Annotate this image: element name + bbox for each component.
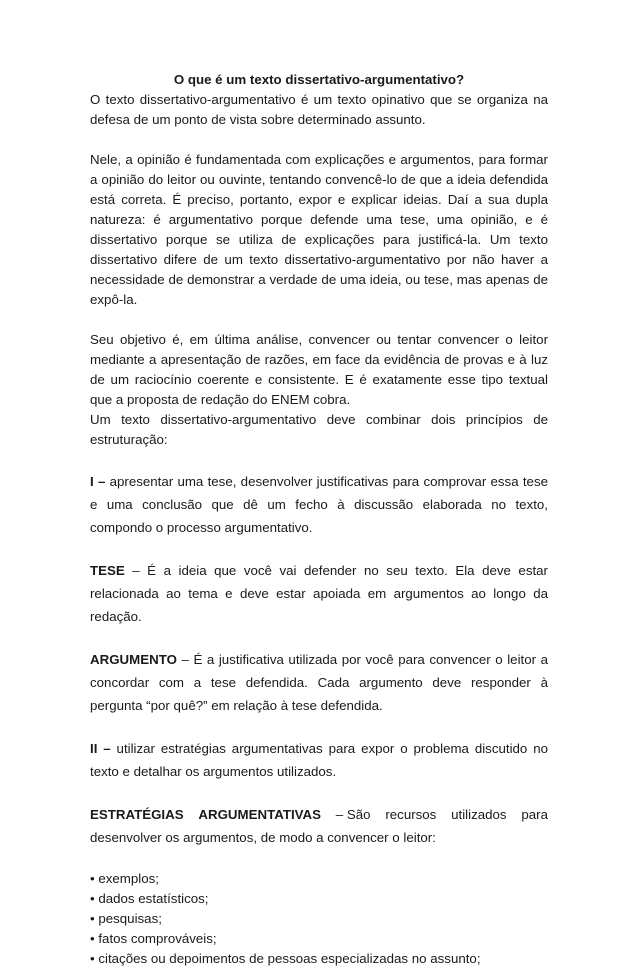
estrategias-dash-text: – São (335, 807, 371, 822)
item-i (90, 470, 548, 539)
tese-label: TESE (90, 563, 125, 578)
estrategias-label-2: ARGUMENTATIVAS (198, 807, 321, 822)
item-i-text: apresentar uma tese, desenvolver justificativas para comprovar essa tese e uma conclusão que dê um fecho à discussão elaborada no texto, compondo o processo argumentativo. (90, 474, 548, 535)
document-body (90, 70, 548, 969)
argumento-paragraph (90, 648, 548, 717)
list-item: • citações ou depoimentos de pessoas especializadas no assunto; (90, 951, 481, 966)
item-ii-label: II – (90, 741, 111, 756)
estrategias-second-line: desenvolver os argumentos, de modo a convencer o leitor: (90, 830, 436, 845)
paragraph-objetivo: Seu objetivo é, em última análise, convencer ou tentar convencer o leitor mediante a apresentação de razões, em face da evidência de provas e à luz de um raciocínio coerente e consistente. E é exatamente esse tipo textual que a proposta de redação do ENEM cobra. (90, 332, 548, 407)
intro-paragraph: O texto dissertativo-argumentativo é um texto opinativo que se organiza na defesa de um ponto de vista sobre determinado assunto. (90, 92, 548, 127)
argumento-text: – É a justificativa utilizada por você para convencer o leitor a concordar com a tese defendida. Cada argumento deve responder à pergunta “por quê?” em relação à tese defendida. (90, 652, 548, 713)
paragraph-nele: Nele, a opinião é fundamentada com explicações e argumentos, para formar a opinião do leitor ou ouvinte, tentando convencê-lo de que a ideia defendida está correta. É preciso, portanto, expor e explicar ideias. Daí a sua dupla natureza: é argumentativo porque defende uma tese, uma opinião, e é dissertativo porque se utiliza de explicações para justificá-la. Um texto dissertativo difere de um texto dissertativo-argumentativo por não haver a necessidade de demonstrar a verdade de uma ideia, ou tese, mas apenas de expô-la. (90, 152, 548, 307)
list-item: • fatos comprováveis; (90, 931, 217, 946)
estrategias-first-line (90, 803, 548, 826)
estrategias-word-3: para (521, 807, 548, 822)
bullet-list (90, 869, 548, 969)
item-ii-text: utilizar estratégias argumentativas para expor o problema discutido no texto e detalhar os argumentos utilizados. (90, 741, 548, 779)
list-item: • exemplos; (90, 871, 159, 886)
estrategias-label-1: ESTRATÉGIAS (90, 807, 184, 822)
list-item: • pesquisas; (90, 911, 162, 926)
estrategias-word-2: utilizados (451, 807, 507, 822)
estrategias-word-1: recursos (385, 807, 437, 822)
argumento-label: ARGUMENTO (90, 652, 177, 667)
item-ii (90, 737, 548, 783)
list-item: • dados estatísticos; (90, 891, 209, 906)
tese-text: – É a ideia que você vai defender no seu texto. Ela deve estar relacionada ao tema e deve estar apoiada em argumentos ao longo da redação. (90, 563, 548, 624)
estrategias-paragraph (90, 803, 548, 849)
tese-paragraph (90, 559, 548, 628)
document-title: O que é um texto dissertativo-argumentativo? (173, 72, 465, 87)
paragraph-principios: Um texto dissertativo-argumentativo deve combinar dois princípios de estruturação: (90, 412, 548, 447)
item-i-label: I – (90, 474, 106, 489)
